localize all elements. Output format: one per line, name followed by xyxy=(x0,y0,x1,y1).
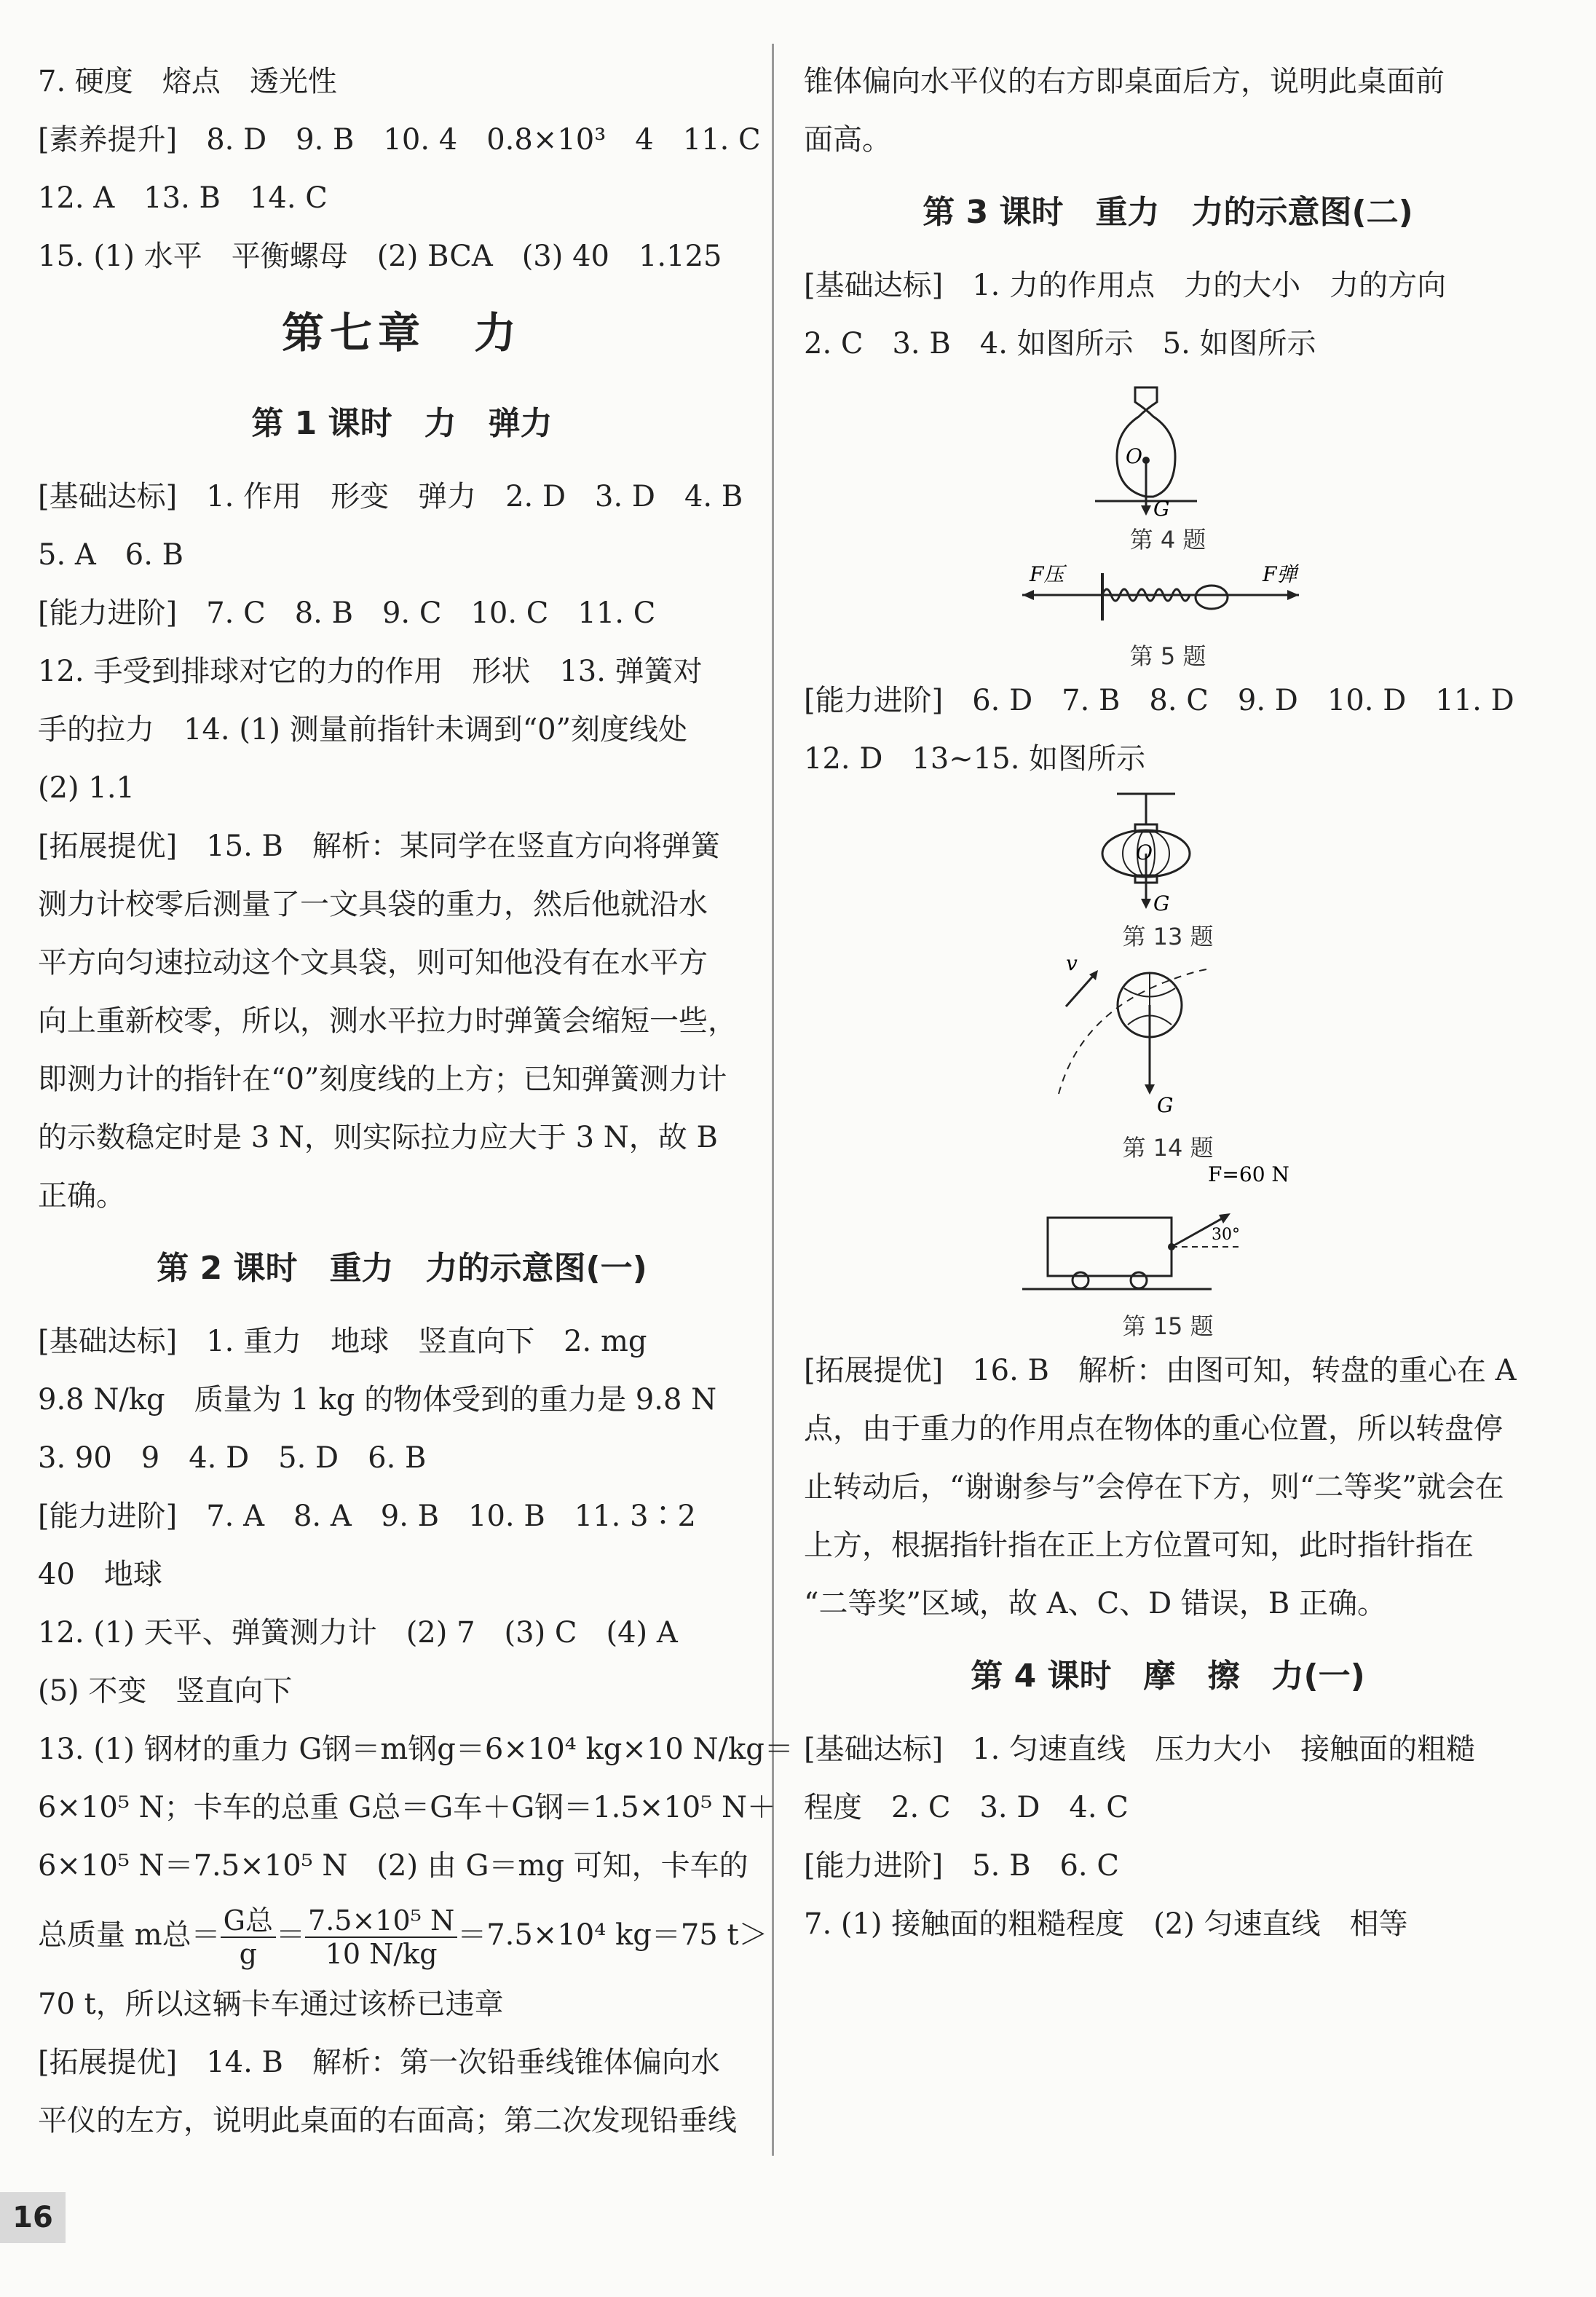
answer-line: 12. D 13~15. 如图所示 xyxy=(804,742,1146,776)
gravity-arrowhead xyxy=(1145,1084,1155,1095)
answer-line: 测力计校零后测量了一文具袋的重力，然后他就沿水 xyxy=(38,888,708,921)
formula-text: ＝7.5×10⁴ kg＝75 t＞ xyxy=(457,1918,768,1952)
answer-line: [拓展提优] 16. B 解析：由图可知，转盘的重心在 A xyxy=(804,1354,1517,1387)
answer-line: 15. (1) 水平 平衡螺母 (2) BCA (3) 40 1.125 xyxy=(38,240,722,273)
lesson-title: 第 1 课时 力 弹力 xyxy=(251,405,553,442)
fraction-denominator: g xyxy=(239,1938,257,1970)
gravity-arrowhead xyxy=(1141,505,1151,516)
answer-line: 程度 2. C 3. D 4. C xyxy=(804,1791,1129,1824)
answer-line: 6×10⁵ N；卡车的总重 G总＝G车＋G钢＝1.5×10⁵ N＋ xyxy=(38,1791,776,1824)
column-divider xyxy=(772,44,774,2156)
answer-line: 3. 90 9 4. D 5. D 6. B xyxy=(38,1441,427,1475)
answer-line: [能力进阶] 6. D 7. B 8. C 9. D 10. D 11. D xyxy=(804,684,1514,717)
answer-line: 正确。 xyxy=(38,1179,125,1213)
answer-line: 平方向匀速拉动这个文具袋，则可知他没有在水平方 xyxy=(38,946,708,980)
force-label-right: F弹 xyxy=(1263,562,1297,586)
cart-wheel xyxy=(1131,1272,1147,1288)
answer-line: 止转动后，“谢谢参与”会停在下方，则“二等奖”就会在 xyxy=(804,1470,1504,1504)
cart-diagram xyxy=(804,1159,1532,1305)
answer-line: 上方，根据指针指在正上方位置可知，此时指针指在 xyxy=(804,1529,1474,1562)
chapter-title: 第七章 力 xyxy=(281,308,522,358)
figure-15 xyxy=(804,1159,1532,1341)
figure-caption: 第 13 题 xyxy=(1122,923,1214,950)
answer-line: 2. C 3. B 4. 如图所示 5. 如图所示 xyxy=(804,327,1316,360)
answer-line: 6×10⁵ N＝7.5×10⁵ N (2) 由 G＝mg 可知，卡车的 xyxy=(38,1849,748,1883)
figure-caption: 第 4 题 xyxy=(1129,526,1206,553)
right-column xyxy=(804,52,1532,1953)
left-column xyxy=(38,52,794,2150)
answer-line: (2) 1.1 xyxy=(38,771,135,805)
fraction xyxy=(221,1904,276,1970)
answer-line: [素养提升] 8. D 9. B 10. 4 0.8×10³ 4 11. C xyxy=(38,123,761,157)
force-label: F=60 N xyxy=(1208,1162,1289,1186)
figure-14 xyxy=(804,948,1532,1162)
right-arrowhead xyxy=(1287,590,1299,600)
fraction xyxy=(305,1904,457,1970)
answer-line: 点，由于重力的作用点在物体的重心位置，所以转盘停 xyxy=(804,1412,1503,1446)
velocity-label: v xyxy=(1066,951,1078,975)
answer-line: 40 地球 xyxy=(38,1558,162,1591)
figure-13 xyxy=(804,788,1532,948)
answer-line: [基础达标] 1. 重力 地球 竖直向下 2. mg xyxy=(38,1325,647,1358)
answer-line: (5) 不变 竖直向下 xyxy=(38,1674,293,1708)
answer-line: [拓展提优] 14. B 解析：第一次铅垂线锥体偏向水 xyxy=(38,2046,720,2079)
vase-diagram xyxy=(804,373,1532,519)
answer-line: 12. A 13. B 14. C xyxy=(38,181,328,215)
angle-label: 30° xyxy=(1212,1226,1240,1244)
answer-line: 的示数稳定时是 3 N，则实际拉力应大于 3 N，故 B xyxy=(38,1121,718,1154)
fraction-denominator: 10 N/kg xyxy=(325,1938,438,1970)
figure-5 xyxy=(804,555,1532,671)
answer-line: 13. (1) 钢材的重力 G钢＝m钢g＝6×10⁴ kg×10 N/kg＝ xyxy=(38,1733,794,1766)
lesson-title: 第 4 课时 摩 擦 力(一) xyxy=(971,1658,1365,1695)
gravity-arrowhead xyxy=(1141,899,1151,909)
force-label-left: F压 xyxy=(1030,562,1064,586)
velocity-arrow xyxy=(1066,974,1095,1006)
answer-line: 7. 硬度 熔点 透光性 xyxy=(38,65,337,98)
cart-body xyxy=(1048,1218,1172,1276)
answer-line: 9.8 N/kg 质量为 1 kg 的物体受到的重力是 9.8 N xyxy=(38,1383,717,1417)
figure-caption: 第 15 题 xyxy=(1122,1312,1214,1340)
answer-line: “二等奖”区域，故 A、C、D 错误，B 正确。 xyxy=(804,1587,1386,1620)
point-label: O xyxy=(1126,444,1142,468)
answer-line: [基础达标] 1. 匀速直线 压力大小 接触面的粗糙 xyxy=(804,1733,1476,1766)
answer-line: 7. (1) 接触面的粗糙程度 (2) 匀速直线 相等 xyxy=(804,1907,1408,1941)
point-label: O xyxy=(1136,840,1153,864)
force-label: G xyxy=(1157,1093,1174,1117)
answer-line: 面高。 xyxy=(804,123,891,157)
spring-diagram xyxy=(804,555,1532,635)
answer-line: 5. A 6. B xyxy=(38,538,184,572)
formula-text: ＝ xyxy=(276,1918,306,1952)
figure-caption: 第 14 题 xyxy=(1122,1134,1214,1162)
answer-line: 平仪的左方，说明此桌面的右面高；第二次发现铅垂线 xyxy=(38,2104,737,2138)
answer-line: 锥体偏向水平仪的右方即桌面后方，说明此桌面前 xyxy=(804,65,1445,98)
figure-4 xyxy=(804,373,1532,555)
answer-line: 向上重新校零，所以，测水平拉力时弹簧会缩短一些， xyxy=(38,1004,737,1038)
answer-line: 手的拉力 14. (1) 测量前指针未调到“0”刻度线处 xyxy=(38,713,688,746)
figure-caption: 第 5 题 xyxy=(1129,642,1206,670)
fraction-numerator: 7.5×10⁵ N xyxy=(305,1904,457,1938)
force-label: G xyxy=(1153,497,1170,519)
answer-line: 12. 手受到排球对它的力的作用 形状 13. 弹簧对 xyxy=(38,655,703,688)
fraction-numerator: G总 xyxy=(221,1904,276,1938)
force-label: G xyxy=(1153,891,1170,915)
lantern-diagram xyxy=(804,788,1532,915)
answer-line: 即测力计的指针在“0”刻度线的上方；已知弹簧测力计 xyxy=(38,1063,727,1096)
answer-line: [能力进阶] 5. B 6. C xyxy=(804,1849,1119,1883)
answer-line: [拓展提优] 15. B 解析：某同学在竖直方向将弹簧 xyxy=(38,830,720,863)
lesson-title: 第 2 课时 重力 力的示意图(一) xyxy=(157,1250,647,1287)
answer-line: [能力进阶] 7. C 8. B 9. C 10. C 11. C xyxy=(38,596,656,630)
answer-line: [能力进阶] 7. A 8. A 9. B 10. B 11. 3∶2 xyxy=(38,1500,696,1533)
left-arrowhead xyxy=(1022,590,1034,600)
page-number: 16 xyxy=(0,2192,66,2243)
formula-line xyxy=(38,1895,766,1975)
lesson-title: 第 3 课时 重力 力的示意图(二) xyxy=(923,194,1413,231)
answer-line: 12. (1) 天平、弹簧测力计 (2) 7 (3) C (4) A xyxy=(38,1616,678,1650)
answer-line: [基础达标] 1. 力的作用点 力的大小 力的方向 xyxy=(804,269,1447,302)
answer-line: 70 t，所以这辆卡车通过该桥已违章 xyxy=(38,1987,504,2021)
answer-line: [基础达标] 1. 作用 形变 弹力 2. D 3. D 4. B xyxy=(38,480,743,513)
ball-diagram xyxy=(804,948,1532,1127)
cart-wheel xyxy=(1072,1272,1089,1288)
hand xyxy=(1196,586,1228,609)
formula-text: 总质量 m总＝ xyxy=(38,1918,221,1952)
